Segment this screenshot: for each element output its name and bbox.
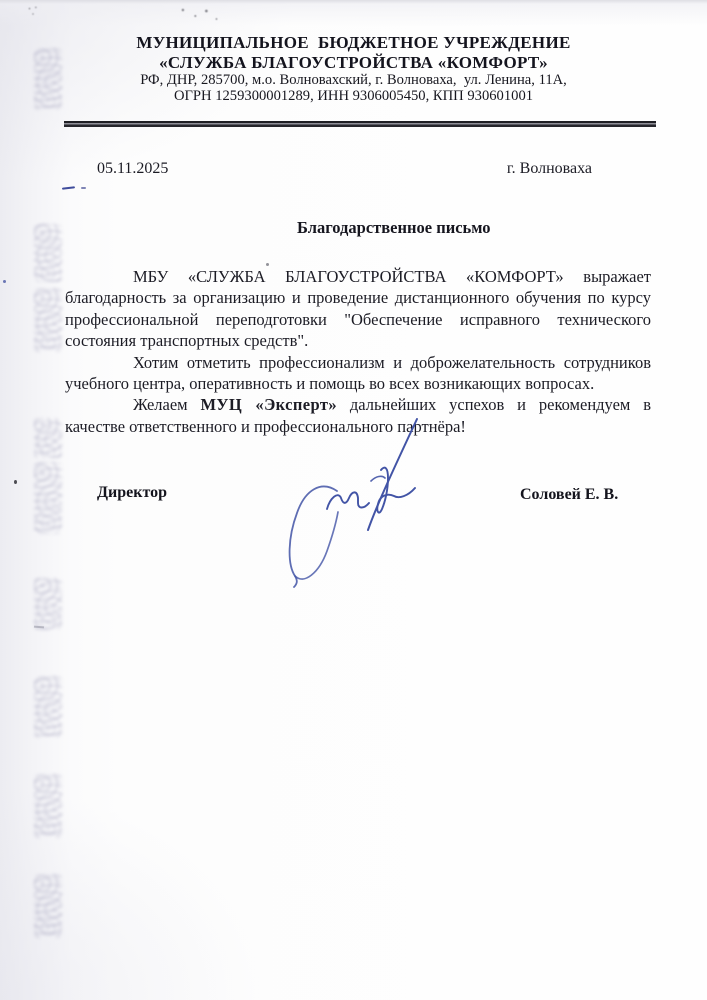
org-address: РФ, ДНР, 285700, м.о. Волновахский, г. Волноваха, ул. Ленина, 11А, (140, 72, 567, 88)
letterhead-divider-rule (64, 121, 656, 127)
scan-speck-artifact (266, 263, 269, 266)
letter-date: 05.11.2025 (97, 160, 169, 177)
scan-bleedthrough-artifact (34, 288, 62, 352)
body-paragraph-1: МБУ «СЛУЖБА БЛАГОУСТРОЙСТВА «КОМФОРТ» выражает благодарность за организацию и проведение дистанционного обучения по курсу профессиональной переподготовки "Обеспечение исправного технического состояния транспортных средств". (65, 267, 651, 351)
letter-city: г. Волноваха (506, 160, 592, 177)
scan-bleedthrough-artifact (34, 418, 62, 458)
letter-title: Благодарственное письмо (297, 218, 491, 237)
body-paragraph-3-suffix: дальнейших успехов и рекомендуем в качестве ответственного и профессионального партнёра! (65, 395, 651, 436)
signer-position-label: Директор (97, 484, 167, 501)
body-paragraph-3-prefix: Желаем (133, 395, 201, 415)
scan-bleedthrough-artifact (34, 462, 62, 534)
org-name-line2: «СЛУЖБА БЛАГОУСТРОЙСТВА «КОМФОРТ» (159, 52, 548, 72)
signer-name: Соловей Е. В. (520, 486, 619, 503)
handwritten-signature-icon (281, 408, 421, 588)
scan-bleedthrough-artifact (34, 874, 62, 938)
scan-speck-artifact (26, 5, 40, 17)
scan-speck-artifact (14, 480, 17, 484)
pen-dash-artifact (62, 186, 75, 190)
org-name-line1: МУНИЦИПАЛЬНОЕ БЮДЖЕТНОЕ УЧРЕЖДЕНИЕ (136, 33, 571, 52)
scan-speck-artifact (3, 280, 6, 283)
letterhead (20, 33, 687, 104)
scan-speck-artifact (176, 4, 222, 24)
scan-bleedthrough-artifact (34, 224, 62, 282)
body-paragraph-2: Хотим отметить профессионализм и доброжелательность сотрудников учебного центра, оперативность и помощь во всех возникающих вопросах. (65, 352, 651, 394)
org-registration-numbers: ОГРН 1259300001289, ИНН 9306005450, КПП 930601001 (173, 88, 534, 105)
scan-bleedthrough-artifact (34, 578, 62, 630)
scan-bleedthrough-artifact (34, 774, 62, 838)
body-paragraph-3-org-bold: МУЦ «Эксперт» (200, 395, 338, 415)
dateline (97, 160, 592, 178)
scan-bleedthrough-artifact (34, 676, 62, 738)
pen-dash-artifact (81, 187, 86, 189)
scan-bleedthrough-artifact (34, 48, 62, 110)
